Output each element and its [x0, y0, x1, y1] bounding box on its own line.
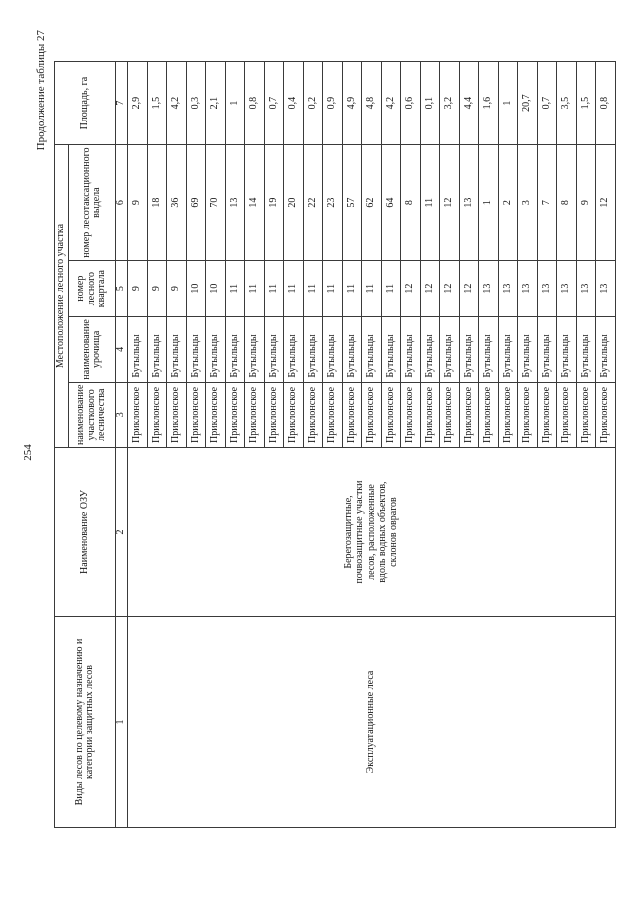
cell-section: 23 — [323, 145, 343, 261]
cell-tract: Бутыльцы — [245, 317, 265, 382]
cell-area: 1 — [498, 62, 518, 145]
cell-area: 1,5 — [576, 62, 596, 145]
cell-district: Приклонское — [537, 382, 557, 447]
header-location-group: Местоположение лесного участка — [55, 145, 69, 448]
cell-district: Приклонское — [128, 382, 148, 447]
cell-district: Приклонское — [362, 382, 382, 447]
cell-district: Приклонское — [225, 382, 245, 447]
cell-tract: Бутыльцы — [167, 317, 187, 382]
cell-district: Приклонское — [206, 382, 226, 447]
ozu-name-cell — [128, 448, 616, 617]
cell-quarter: 13 — [596, 261, 616, 317]
header-ozu-name: Наименование ОЗУ — [55, 448, 116, 617]
cell-section: 7 — [537, 145, 557, 261]
cell-section: 22 — [303, 145, 323, 261]
cell-quarter: 13 — [537, 261, 557, 317]
cell-district: Приклонское — [401, 382, 421, 447]
cell-quarter: 10 — [206, 261, 226, 317]
cell-quarter: 9 — [167, 261, 187, 317]
cell-tract: Бутыльцы — [186, 317, 206, 382]
cell-section: 8 — [557, 145, 577, 261]
cell-quarter: 9 — [147, 261, 167, 317]
cell-area: 4,4 — [459, 62, 479, 145]
cell-quarter: 11 — [362, 261, 382, 317]
cell-district: Приклонское — [245, 382, 265, 447]
cell-district: Приклонское — [303, 382, 323, 447]
column-number: 3 — [116, 382, 128, 447]
cell-district: Приклонское — [498, 382, 518, 447]
cell-district: Приклонское — [147, 382, 167, 447]
cell-section: 9 — [128, 145, 148, 261]
table-caption: Продолжение таблицы 27 — [35, 30, 47, 151]
cell-section: 36 — [167, 145, 187, 261]
cell-section: 13 — [459, 145, 479, 261]
cell-quarter: 11 — [245, 261, 265, 317]
column-number: 5 — [116, 261, 128, 317]
cell-area: 4,8 — [362, 62, 382, 145]
cell-tract: Бутыльцы — [440, 317, 460, 382]
cell-tract: Бутыльцы — [381, 317, 401, 382]
cell-quarter: 13 — [518, 261, 538, 317]
cell-area: 4,2 — [167, 62, 187, 145]
column-number: 6 — [116, 145, 128, 261]
column-number: 1 — [116, 617, 128, 828]
cell-tract: Бутыльцы — [420, 317, 440, 382]
ozu-name-label: Берегозащитные, почвозащитные участки лесов, расположенные вдоль водных объектов, склонов оврагов — [343, 480, 400, 584]
cell-district: Приклонское — [459, 382, 479, 447]
cell-quarter: 13 — [479, 261, 499, 317]
cell-quarter: 11 — [381, 261, 401, 317]
cell-quarter: 11 — [225, 261, 245, 317]
cell-section: 3 — [518, 145, 538, 261]
cell-district: Приклонское — [342, 382, 362, 447]
cell-tract: Бутыльцы — [284, 317, 304, 382]
cell-district: Приклонское — [420, 382, 440, 447]
header-quarter: номер лесного квартала — [69, 261, 116, 317]
cell-tract: Бутыльцы — [147, 317, 167, 382]
cell-area: 2,1 — [206, 62, 226, 145]
cell-district: Приклонское — [186, 382, 206, 447]
cell-section: 11 — [420, 145, 440, 261]
cell-district: Приклонское — [264, 382, 284, 447]
cell-area: 1 — [225, 62, 245, 145]
cell-tract: Бутыльцы — [498, 317, 518, 382]
cell-section: 12 — [596, 145, 616, 261]
cell-section: 57 — [342, 145, 362, 261]
cell-section: 20 — [284, 145, 304, 261]
cell-area: 4,2 — [381, 62, 401, 145]
cell-section: 12 — [440, 145, 460, 261]
forest-plots-table — [54, 61, 616, 828]
cell-tract: Бутыльцы — [557, 317, 577, 382]
cell-district: Приклонское — [479, 382, 499, 447]
cell-area: 0,1 — [420, 62, 440, 145]
cell-district: Приклонское — [381, 382, 401, 447]
cell-quarter: 12 — [459, 261, 479, 317]
header-tract: наименование урочища — [69, 317, 116, 382]
cell-section: 18 — [147, 145, 167, 261]
column-number: 4 — [116, 317, 128, 382]
cell-tract: Бутыльцы — [518, 317, 538, 382]
cell-section: 62 — [362, 145, 382, 261]
cell-district: Приклонское — [596, 382, 616, 447]
header-section: номер лесотаксационного выдела — [69, 145, 116, 261]
cell-area: 0,8 — [245, 62, 265, 145]
column-number: 2 — [116, 448, 128, 617]
cell-tract: Бутыльцы — [596, 317, 616, 382]
cell-area: 4,9 — [342, 62, 362, 145]
cell-tract: Бутыльцы — [303, 317, 323, 382]
cell-area: 0,7 — [264, 62, 284, 145]
cell-section: 9 — [576, 145, 596, 261]
cell-quarter: 13 — [576, 261, 596, 317]
cell-quarter: 12 — [401, 261, 421, 317]
page-number: 254 — [22, 444, 34, 461]
cell-area: 2,9 — [128, 62, 148, 145]
cell-tract: Бутыльцы — [459, 317, 479, 382]
cell-district: Приклонское — [167, 382, 187, 447]
cell-area: 0,6 — [401, 62, 421, 145]
cell-section: 1 — [479, 145, 499, 261]
header-district: наименование участкового лесничества — [69, 382, 116, 447]
cell-area: 3,2 — [440, 62, 460, 145]
cell-area: 1,5 — [147, 62, 167, 145]
cell-section: 8 — [401, 145, 421, 261]
cell-tract: Бутыльцы — [206, 317, 226, 382]
cell-quarter: 9 — [128, 261, 148, 317]
cell-district: Приклонское — [440, 382, 460, 447]
cell-tract: Бутыльцы — [576, 317, 596, 382]
cell-section: 19 — [264, 145, 284, 261]
cell-area: 1,6 — [479, 62, 499, 145]
cell-quarter: 11 — [303, 261, 323, 317]
forest-kind-cell — [128, 617, 616, 828]
table-row — [128, 62, 148, 828]
cell-quarter: 11 — [323, 261, 343, 317]
cell-section: 69 — [186, 145, 206, 261]
cell-area: 0,3 — [186, 62, 206, 145]
header-row-1 — [55, 62, 69, 828]
cell-tract: Бутыльцы — [264, 317, 284, 382]
cell-section: 2 — [498, 145, 518, 261]
column-number-row — [116, 62, 128, 828]
cell-area: 0,4 — [284, 62, 304, 145]
cell-tract: Бутыльцы — [128, 317, 148, 382]
cell-district: Приклонское — [557, 382, 577, 447]
cell-district: Приклонское — [284, 382, 304, 447]
header-forest-kind: Виды лесов по целевому назначению и категории защитных лесов — [55, 617, 116, 828]
header-area: Площадь, га — [55, 62, 116, 145]
cell-area: 0,2 — [303, 62, 323, 145]
cell-quarter: 12 — [440, 261, 460, 317]
cell-district: Приклонское — [576, 382, 596, 447]
cell-section: 14 — [245, 145, 265, 261]
cell-section: 13 — [225, 145, 245, 261]
cell-section: 70 — [206, 145, 226, 261]
cell-quarter: 10 — [186, 261, 206, 317]
cell-tract: Бутыльцы — [537, 317, 557, 382]
cell-tract: Бутыльцы — [362, 317, 382, 382]
cell-tract: Бутыльцы — [401, 317, 421, 382]
cell-tract: Бутыльцы — [479, 317, 499, 382]
column-number: 7 — [116, 62, 128, 145]
cell-area: 3,5 — [557, 62, 577, 145]
cell-district: Приклонское — [323, 382, 343, 447]
cell-quarter: 11 — [264, 261, 284, 317]
cell-quarter: 13 — [498, 261, 518, 317]
forest-kind-label: Эксплуатационные леса — [365, 670, 376, 774]
cell-quarter: 13 — [557, 261, 577, 317]
cell-tract: Бутыльцы — [342, 317, 362, 382]
cell-section: 64 — [381, 145, 401, 261]
cell-area: 0,8 — [596, 62, 616, 145]
cell-quarter: 12 — [420, 261, 440, 317]
cell-district: Приклонское — [518, 382, 538, 447]
cell-area: 0,9 — [323, 62, 343, 145]
cell-quarter: 11 — [342, 261, 362, 317]
cell-area: 20,7 — [518, 62, 538, 145]
cell-tract: Бутыльцы — [225, 317, 245, 382]
cell-tract: Бутыльцы — [323, 317, 343, 382]
cell-area: 0,7 — [537, 62, 557, 145]
cell-quarter: 11 — [284, 261, 304, 317]
